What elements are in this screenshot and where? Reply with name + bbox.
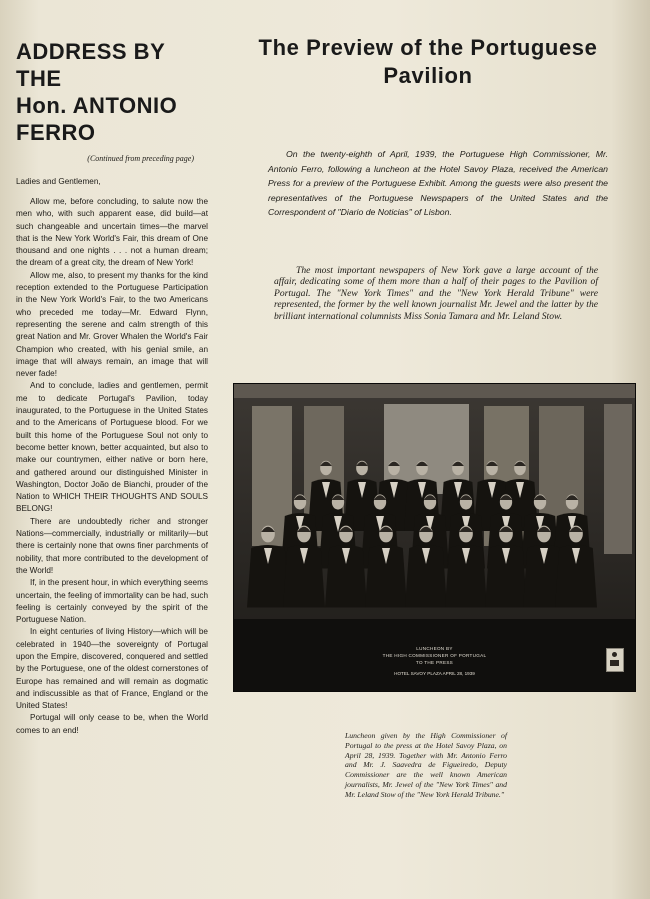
address-column [16,38,208,737]
address-paragraph-3: And to conclude, ladies and gentlemen, permit me to dedicate Portugal's Pavilion, today inaugurated, to the Portuguese in the United States and to the Americans of Portuguese blood. For we built this home of the Portuguese Soul not only to become better known, better acquainted, but also to make our countrymen, either native or born here, and gathered around our distinguished Minister in Washington, Doctor João de Bianchi, prouder of the Nation to WHICH THEIR THOUGHTS AND SOULS BELONG! [16,381,208,514]
address-paragraph-5: If, in the present hour, in which everything seems uncertain, the feeling of immortality can be had, such feeling is certainly conveyed by the spirit of the Portuguese Nation. [16,578,208,625]
photo-caption-line-1: LUNCHEON BY [416,646,453,651]
greeting: Ladies and Gentlemen, [16,177,101,186]
address-title-line-2: Hon. ANTONIO FERRO [16,93,178,145]
article-title-line-1: The Preview of the Portuguese [258,35,598,60]
address-title [16,38,208,146]
continued-note: (Continued from preceding page) [87,154,194,163]
address-paragraph-2: Allow me, also, to present my thanks for the kind reception extended to the Portuguese Participation in the New York World's Fair, to the two Americans who preceded me today—Mr. Edward Flynn, representing the serene and calm strength of this great Nation and Mr. Grover Whalen the World's Fair Champion who created, with his genial smile, an image that will always remain, an image that will never fade! [16,270,208,379]
address-title-line-1: ADDRESS BY THE [16,39,165,91]
luncheon-photo [233,383,636,692]
address-paragraph-6: In eight centuries of living History—which will be celebrated in 1940—the sovereignty of Portugal upon the Empire, discovered, conquered and settled by the Portuguese, one of the oldest cornerstones of Europe has remained and will remain as dogmatic and indiscussible as that of France, England or the United States! [16,627,208,711]
article-title [224,34,632,90]
photo-cornice [234,384,635,398]
address-paragraph-4: There are undoubtedly richer and stronger Nations—commercially, industrially or militarily—but there is certainly none that owns finer parchments of nobility, that more contributed to the development of the World! [16,516,208,575]
newspapers-paragraph: The most important newspapers of New York gave a large account of the affair, dedicating some of them more than a half of their pages to the Pavilion of Portugal. The "New York Times" and the "New York Herald Tribune" were represented, the former by the well known journalist Mr. Jewel and the latter by the brilliant international columnists Miss Sonia Tamara and Mr. Leland Stow. [274,265,598,322]
address-paragraph-7: Portugal will only cease to be, when the World comes to an end! [16,713,208,735]
photo-caption: Luncheon given by the High Commissioner of Portugal to the press at the Hotel Savoy Plaza, on April 28, 1939. Together with Mr. Antonio Ferro and Mr. J. Saavedra de Figueiredo, Deputy Commissioner are the well known American journalists, Mr. Jewel of the "New York Times" and Mr. Leland Stow of the "New York Herald Tribune." [345,731,507,799]
photo-scene [234,384,635,691]
photo-caption-line-4: HOTEL SAVOY PLAZA APRIL 28, 1939 [394,671,475,676]
pavilion-emblem-icon [606,648,624,672]
article-title-line-2: Pavilion [383,63,473,88]
article-intro: On the twenty-eighth of April, 1939, the Portuguese High Commissioner, Mr. Antonio Ferro, following a luncheon at the Hotel Savoy Plaza, received the American Press for a preview of the Portuguese Exhibit. Among the guests were also present the representatives of the Portuguese Newspapers of the United States and the Correspondent of "Diario de Noticias" of Lisbon. [268,149,608,218]
photo-caption-line-2: THE HIGH COMMISSIONER OF PORTUGAL [382,653,487,658]
address-paragraph-1: Allow me, before concluding, to salute now the men who, with such apparent ease, did build—at such changeable and uncertain times—the marvel that is the New York World's Fair, this dream of One thousand and one nights . . . not a human dream; the dream of a great city, the dream of New York! [16,197,208,268]
photo-caption-line-3: TO THE PRESS [415,660,454,665]
photo-side-panel [604,404,632,554]
